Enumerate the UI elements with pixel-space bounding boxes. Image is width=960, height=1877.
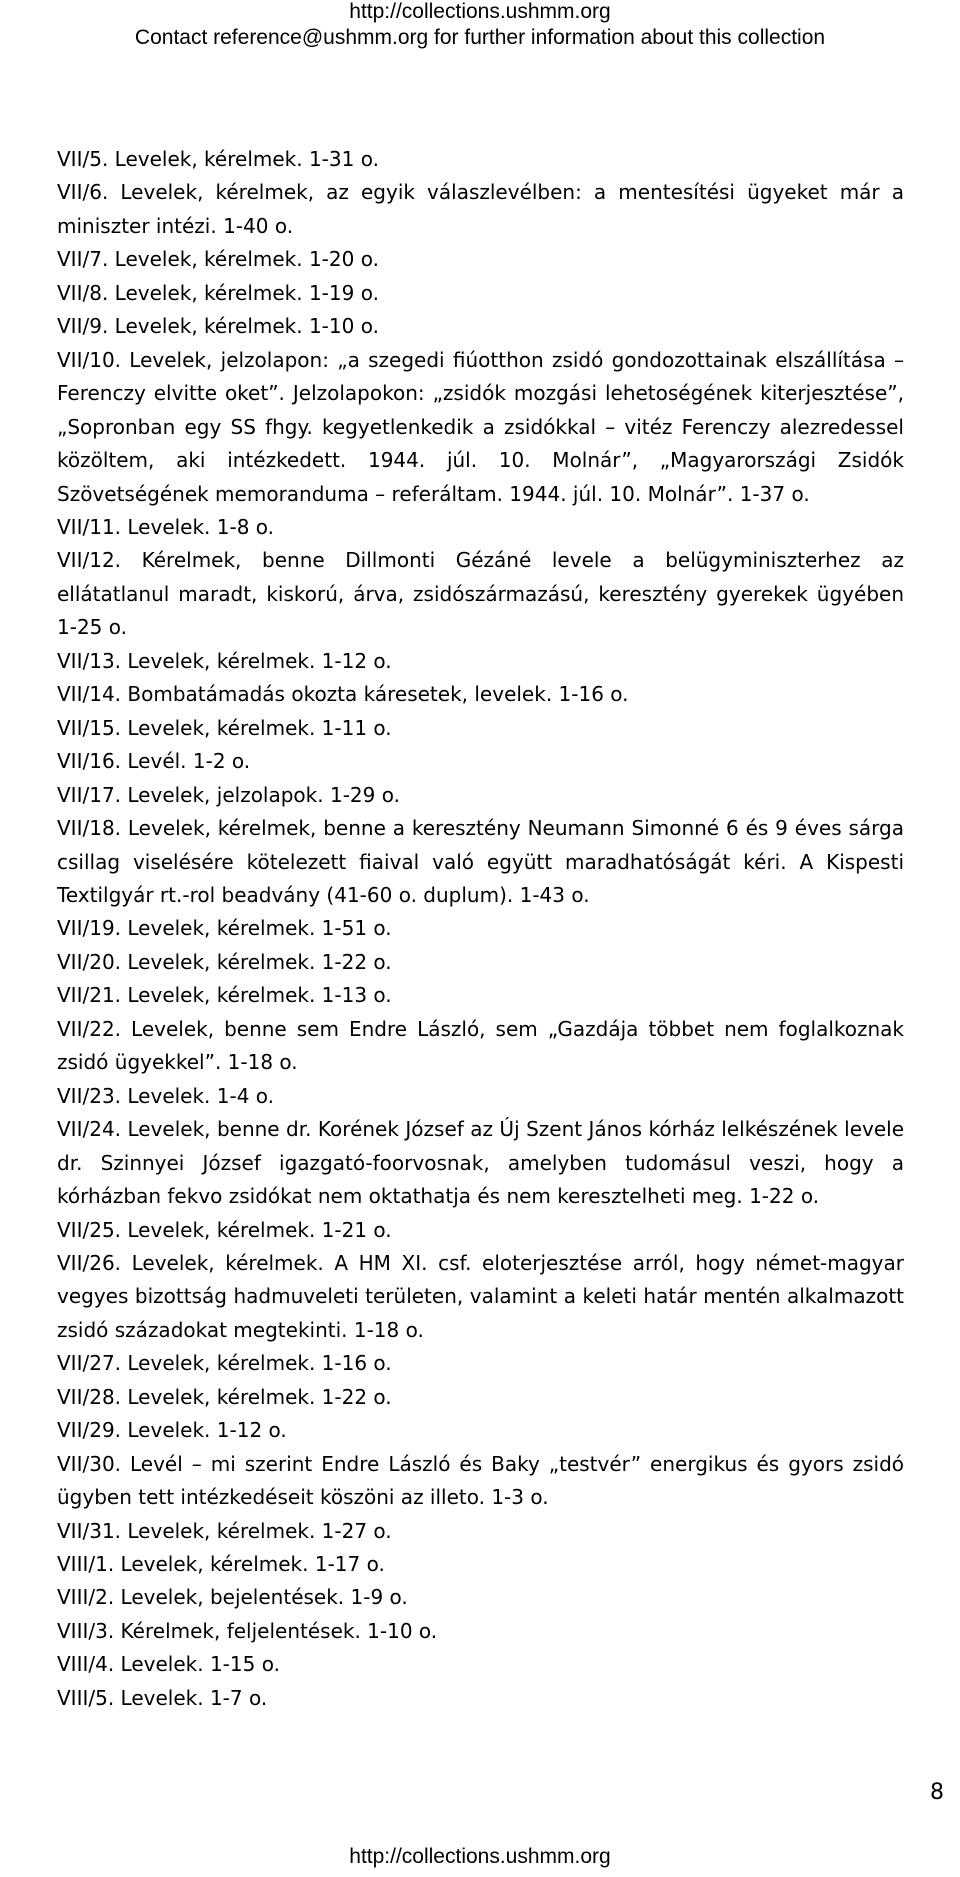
header-contact-notice: Contact reference@ushmm.org for further information about this collection (134, 26, 826, 49)
entry-item: VII/24. Levelek, benne dr. Korének József az Új Szent János kórház lelkészének levele dr. Szinnyei József igazgató-foorvosnak, amelyben tudomásul veszi, hogy a kórházban fekvo zsidókat nem oktathatja és nem keresztelheti meg. 1-22 o. (57, 1117, 904, 1209)
entry-item: VII/31. Levelek, kérelmek. 1-27 o. (57, 1518, 392, 1543)
entry-item: VII/19. Levelek, kérelmek. 1-51 o. (57, 916, 392, 941)
entry-item: VII/13. Levelek, kérelmek. 1-12 o. (57, 648, 392, 673)
entry-item: VII/15. Levelek, kérelmek. 1-11 o. (57, 715, 392, 740)
entry-item: VII/9. Levelek, kérelmek. 1-10 o. (57, 314, 379, 339)
entry-item: VII/12. Kérelmek, benne Dillmonti Gézáné levele a belügyminiszterhez az ellátatlanul maradt, kiskorú, árva, zsidószármazású, keresztény gyerekek ügyében 1-25 o. (57, 548, 904, 640)
entry-item: VII/16. Levél. 1-2 o. (57, 749, 251, 774)
entry-item: VIII/1. Levelek, kérelmek. 1-17 o. (57, 1552, 385, 1577)
entry-item: VII/29. Levelek. 1-12 o. (57, 1418, 287, 1443)
finding-aid-entry-list (57, 143, 904, 1715)
entry-item: VIII/5. Levelek. 1-7 o. (57, 1685, 268, 1710)
entry-item: VII/7. Levelek, kérelmek. 1-20 o. (57, 247, 379, 272)
entry-item: VII/25. Levelek, kérelmek. 1-21 o. (57, 1217, 392, 1242)
header-url: http://collections.ushmm.org (349, 0, 611, 23)
entry-item: VII/30. Levél – mi szerint Endre László és Baky „testvér” energikus és gyors zsidó ügyben tett intézkedéseit köszöni az illeto. 1-3 o. (57, 1451, 904, 1510)
entry-item: VIII/3. Kérelmek, feljelentések. 1-10 o. (57, 1618, 438, 1643)
entry-item: VII/11. Levelek. 1-8 o. (57, 514, 275, 539)
entry-item: VII/21. Levelek, kérelmek. 1-13 o. (57, 983, 392, 1008)
entry-item: VII/23. Levelek. 1-4 o. (57, 1083, 275, 1108)
entry-item: VII/6. Levelek, kérelmek, az egyik válaszlevélben: a mentesítési ügyeket már a miniszter intézi. 1-40 o. (57, 180, 904, 238)
entry-item: VII/27. Levelek, kérelmek. 1-16 o. (57, 1351, 392, 1376)
entry-item: VII/22. Levelek, benne sem Endre László, sem „Gazdája többet nem foglalkoznak zsidó ügyekkel”. 1-18 o. (57, 1016, 904, 1075)
footer-url: http://collections.ushmm.org (349, 1845, 611, 1868)
entry-item: VII/5. Levelek, kérelmek. 1-31 o. (57, 147, 379, 171)
entry-item: VII/14. Bombatámadás okozta káresetek, levelek. 1-16 o. (57, 682, 629, 707)
entry-item: VII/20. Levelek, kérelmek. 1-22 o. (57, 949, 392, 974)
entry-item: VII/8. Levelek, kérelmek. 1-19 o. (57, 280, 379, 305)
entry-item: VIII/2. Levelek, bejelentések. 1-9 o. (57, 1585, 408, 1610)
entry-item: VII/28. Levelek, kérelmek. 1-22 o. (57, 1384, 392, 1409)
entry-item: VII/17. Levelek, jelzolapok. 1-29 o. (57, 782, 400, 807)
entry-item: VII/26. Levelek, kérelmek. A HM XI. csf. eloterjesztése arról, hogy német-magyar vegyes bizottság hadmuveleti területen, valamint a keleti határ mentén alkalmazott zsidó századokat megtekinti. 1-18 o. (57, 1250, 904, 1342)
page-number: 8 (930, 1780, 944, 1805)
entry-item: VII/10. Levelek, jelzolapon: „a szegedi fiúotthon zsidó gondozottainak elszállítása – Ferenczy elvitte oket”. Jelzolapokon: „zsidók mozgási lehetoségének kiterjesztése”, „Sopronban egy SS fhgy. kegyetlenkedik a zsidókkal – vitéz Ferenczy alezredessel közöltem, aki intézkedett. 1944. júl. 10. Molnár”, „Magyarországi Zsidók Szövetségének memoranduma – referáltam. 1944. júl. 10. Molnár”. 1-37 o. (57, 347, 904, 506)
entry-item: VIII/4. Levelek. 1-15 o. (57, 1652, 280, 1677)
entry-item: VII/18. Levelek, kérelmek, benne a keresztény Neumann Simonné 6 és 9 éves sárga csillag viselésére kötelezett fiaival való együtt maradhatóságát kéri. A Kispesti Textilgyár rt.-rol beadvány (41-60 o. duplum). 1-43 o. (57, 816, 904, 907)
